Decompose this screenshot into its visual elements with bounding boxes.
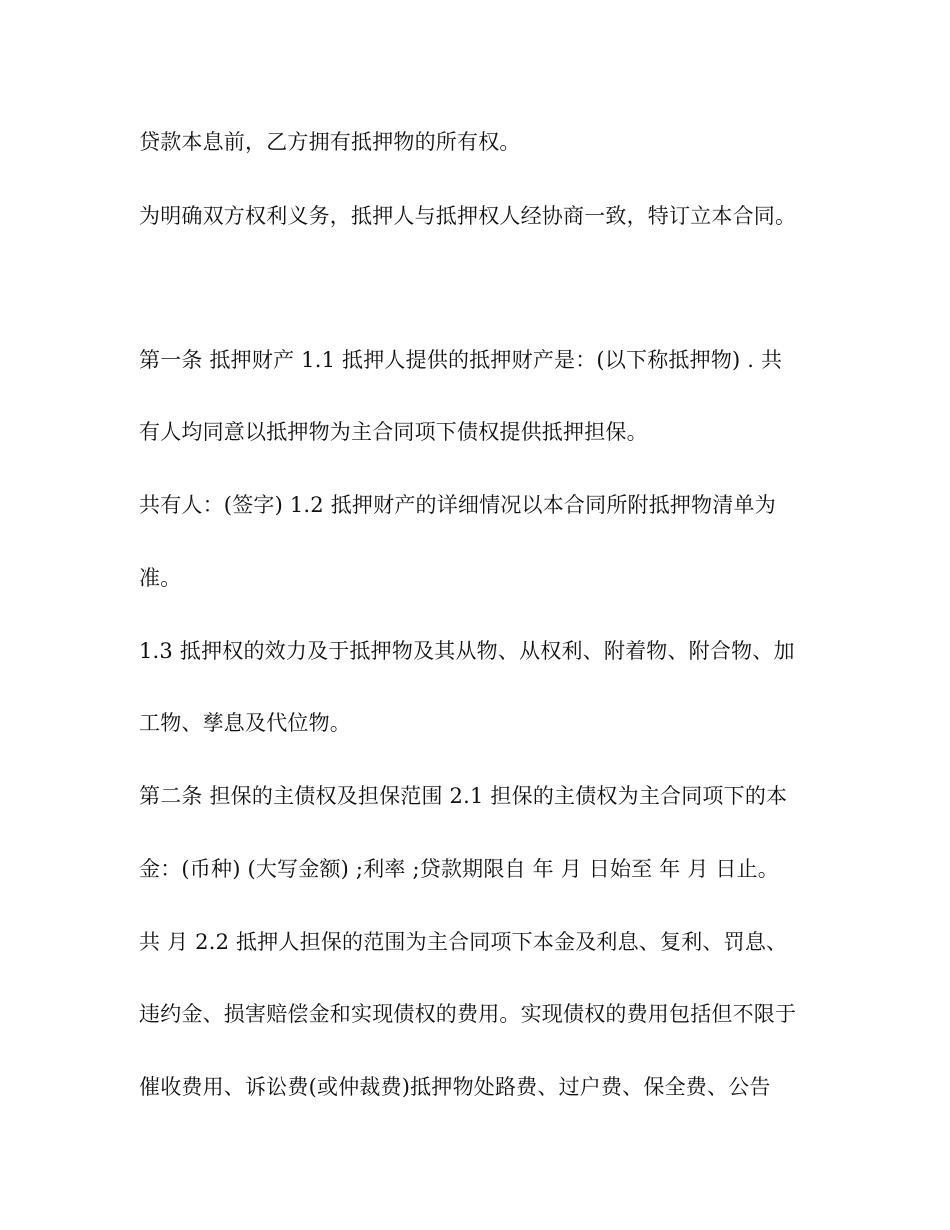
text-line-9: 第二条 担保的主债权及担保范围 2.1 担保的主债权为主合同项下的本 [139, 784, 788, 808]
text-line-12: 违约金、损害赔偿金和实现债权的费用。实现债权的费用包括但不限于 [139, 1002, 797, 1026]
text-line-3: 第一条 抵押财产 1.1 抵押人提供的抵押财产是：(以下称抵押物) . 共 [139, 348, 783, 372]
text-line-1: 贷款本息前，乙方拥有抵押物的所有权。 [139, 130, 521, 154]
text-line-10: 金：(币种) (大写金额) ;利率 ;贷款期限自 年 月 日始至 年 月 日止。 [139, 857, 779, 881]
text-line-11: 共 月 2.2 抵押人担保的范围为主合同项下本金及利息、复利、罚息、 [139, 930, 788, 954]
text-line-6: 准。 [139, 566, 182, 590]
text-line-4: 有人均同意以抵押物为主合同项下债权提供抵押担保。 [139, 420, 648, 444]
text-line-7: 1.3 抵押权的效力及于抵押物及其从物、从权利、附着物、附合物、加 [139, 639, 795, 663]
text-line-5: 共有人：(签字) 1.2 抵押财产的详细情况以本合同所附抵押物清单为 [139, 493, 776, 517]
text-line-13: 催收费用、诉讼费(或仲裁费)抵押物处路费、过户费、保全费、公告 [139, 1075, 771, 1099]
text-line-2: 为明确双方权利义务，抵押人与抵押权人经协商一致，特订立本合同。 [139, 204, 797, 228]
text-line-8: 工物、孳息及代位物。 [139, 711, 351, 735]
